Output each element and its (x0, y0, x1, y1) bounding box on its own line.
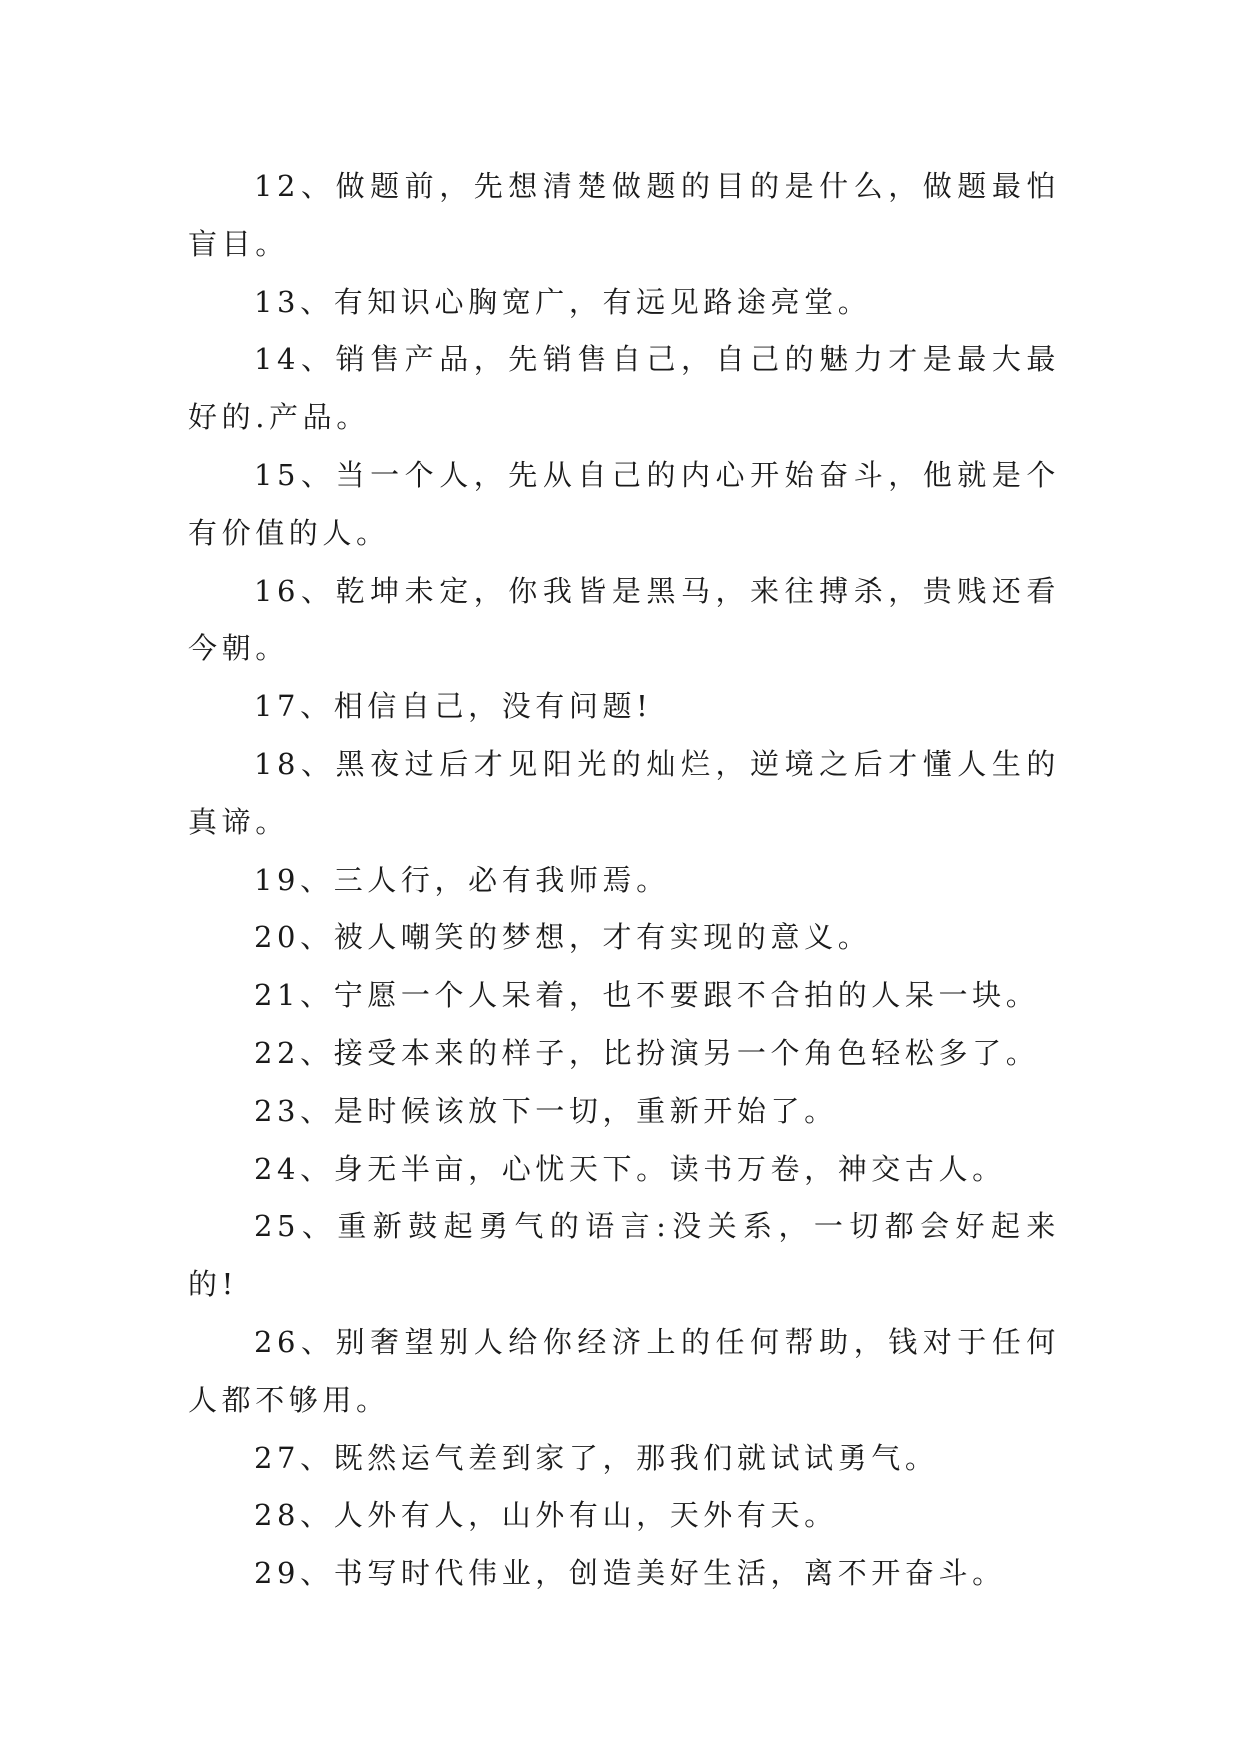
quote-paragraph-29: 29、书写时代伟业，创造美好生活，离不开奋斗。 (254, 1556, 1006, 1591)
document-body (188, 158, 1060, 1603)
quote-paragraph-13: 13、有知识心胸宽广，有远见路途亮堂。 (254, 284, 872, 319)
quote-paragraph-12: 12、做题前，先想清楚做题的目的是什么，做题最怕盲目。 (188, 169, 1060, 261)
quote-paragraph-18: 18、黑夜过后才见阳光的灿烂，逆境之后才懂人生的真谛。 (188, 746, 1060, 839)
quote-paragraph-21: 21、宁愿一个人呆着，也不要跟不合拍的人呆一块。 (254, 978, 1040, 1013)
quote-paragraph-19: 19、三人行，必有我师焉。 (254, 862, 670, 897)
quote-paragraph-24: 24、身无半亩，心忧天下。读书万卷，神交古人。 (254, 1151, 1006, 1186)
quote-paragraph-23: 23、是时候该放下一切，重新开始了。 (254, 1093, 838, 1128)
quote-paragraph-25: 25、重新鼓起勇气的语言:没关系，一切都会好起来的! (188, 1209, 1060, 1302)
quote-paragraph-26: 26、别奢望别人给你经济上的任何帮助，钱对于任何人都不够用。 (188, 1324, 1060, 1417)
quote-paragraph-27: 27、既然运气差到家了，那我们就试试勇气。 (254, 1440, 939, 1475)
quote-paragraph-22: 22、接受本来的样子，比扮演另一个角色轻松多了。 (254, 1035, 1040, 1070)
quote-paragraph-16: 16、乾坤未定，你我皆是黑马，来往搏杀，贵贱还看今朝。 (188, 573, 1060, 666)
quote-paragraph-14: 14、销售产品，先销售自己，自己的魅力才是最大最好的.产品。 (188, 342, 1060, 435)
quote-paragraph-28: 28、人外有人，山外有山，天外有天。 (254, 1498, 838, 1533)
quote-paragraph-20: 20、被人嘲笑的梦想，才有实现的意义。 (254, 920, 872, 955)
quote-paragraph-15: 15、当一个人，先从自己的内心开始奋斗，他就是个有价值的人。 (188, 457, 1060, 550)
quote-paragraph-17: 17、相信自己，没有问题! (254, 689, 653, 724)
